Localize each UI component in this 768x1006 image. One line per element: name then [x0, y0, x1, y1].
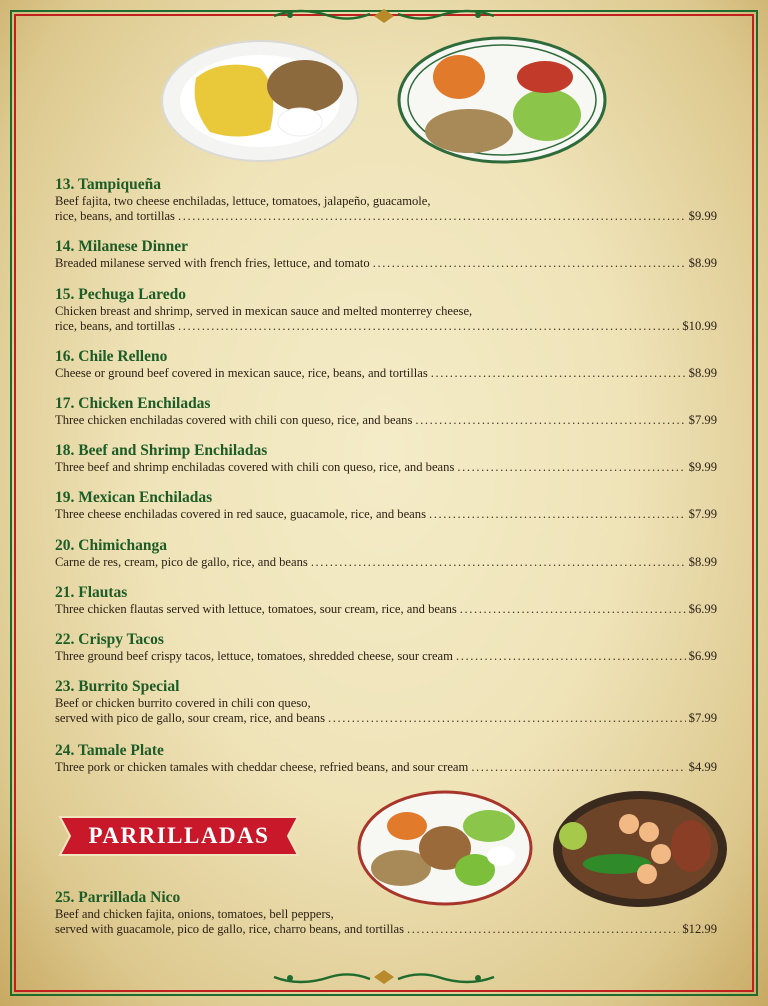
menu-item-14 [55, 238, 717, 271]
menu-item-17 [55, 395, 717, 428]
item-description-last-line [55, 366, 717, 381]
item-description: Three chicken enchiladas covered with chili con queso, rice, and beans [55, 413, 413, 427]
item-description-last-line [55, 760, 717, 775]
item-description-last-line [55, 922, 717, 937]
leader-dots [457, 460, 685, 475]
item-description-last-line [55, 413, 717, 428]
menu-item-23 [55, 678, 717, 726]
item-description-last-line [55, 256, 717, 271]
plate-enchiladas-image [160, 38, 360, 164]
leader-dots [311, 555, 686, 570]
item-title: 21. Flautas [55, 584, 128, 601]
bottom-ornament [270, 967, 498, 987]
item-description: Cheese or ground beef covered in mexican sauce, rice, beans, and tortillas [55, 366, 428, 380]
item-description: served with guacamole, pico de gallo, rice, charro beans, and tortillas [55, 922, 404, 936]
leader-dots [328, 711, 686, 726]
item-price: $12.99 [682, 922, 717, 936]
item-title: 19. Mexican Enchiladas [55, 489, 213, 506]
menu-item-16 [55, 348, 717, 381]
item-price: $8.99 [688, 555, 717, 569]
item-title: 17. Chicken Enchiladas [55, 395, 211, 412]
item-description-line: Chicken breast and shrimp, served in mexican sauce and melted monterrey cheese, [55, 304, 473, 318]
item-title: 13. Tampiqueña [55, 176, 161, 193]
item-price: $7.99 [688, 413, 717, 427]
item-description: Three cheese enchiladas covered in red sauce, guacamole, rice, and beans [55, 507, 426, 521]
menu-item-21 [55, 584, 717, 617]
item-price: $8.99 [688, 256, 717, 270]
section-banner-label: PARRILLADAS [88, 823, 270, 848]
menu-item-19 [55, 489, 717, 522]
top-ornament [270, 6, 498, 26]
item-price: $10.99 [682, 319, 717, 333]
menu-item-15 [55, 286, 717, 334]
skillet-fajita-image [551, 788, 729, 910]
leader-dots [415, 413, 685, 428]
item-description-last-line [55, 209, 717, 224]
item-description-line: Beef fajita, two cheese enchiladas, lettuce, tomatoes, jalapeño, guacamole, [55, 194, 431, 208]
item-description: Three chicken flautas served with lettuce, tomatoes, sour cream, rice, and beans [55, 602, 457, 616]
leader-dots [431, 366, 686, 381]
item-title: 24. Tamale Plate [55, 742, 164, 759]
item-price: $9.99 [688, 209, 717, 223]
item-title: 15. Pechuga Laredo [55, 286, 187, 303]
item-title: 14. Milanese Dinner [55, 238, 189, 255]
item-description-line: Beef and chicken fajita, onions, tomatoes, bell peppers, [55, 907, 334, 921]
menu-item-13 [55, 176, 717, 224]
item-title: 25. Parrillada Nico [55, 889, 181, 906]
item-price: $9.99 [688, 460, 717, 474]
menu-item-18 [55, 442, 717, 475]
item-price: $7.99 [688, 711, 717, 725]
section-banner [58, 813, 300, 859]
item-price: $7.99 [688, 507, 717, 521]
leader-dots [456, 649, 686, 664]
item-title: 18. Beef and Shrimp Enchiladas [55, 442, 268, 459]
item-price: $6.99 [688, 602, 717, 616]
menu-item-22 [55, 631, 717, 664]
item-description: Three pork or chicken tamales with cheddar cheese, refried beans, and sour cream [55, 760, 469, 774]
item-description-last-line [55, 507, 717, 522]
leader-dots [373, 256, 686, 271]
plate-tampiquena-image [397, 35, 607, 165]
menu-item-20 [55, 537, 717, 570]
item-description-line: Beef or chicken burrito covered in chili con queso, [55, 696, 311, 710]
item-description-last-line [55, 602, 717, 617]
menu-item-24 [55, 742, 717, 775]
item-description-last-line [55, 555, 717, 570]
item-title: 20. Chimichanga [55, 537, 167, 554]
leader-dots [178, 209, 686, 224]
leader-dots [460, 602, 686, 617]
leader-dots [407, 922, 679, 937]
leader-dots [429, 507, 686, 522]
item-description: served with pico de gallo, sour cream, rice, and beans [55, 711, 325, 725]
item-description: Breaded milanese served with french fries, lettuce, and tomato [55, 256, 370, 270]
item-title: 23. Burrito Special [55, 678, 180, 695]
leader-dots [178, 319, 679, 334]
item-price: $8.99 [688, 366, 717, 380]
item-price: $6.99 [688, 649, 717, 663]
item-description-last-line [55, 460, 717, 475]
item-description: Three ground beef crispy tacos, lettuce, tomatoes, shredded cheese, sour cream [55, 649, 453, 663]
item-price: $4.99 [688, 760, 717, 774]
item-description-last-line [55, 711, 717, 726]
item-title: 22. Crispy Tacos [55, 631, 164, 648]
item-description: rice, beans, and tortillas [55, 209, 175, 223]
plate-parrillada-image [357, 790, 533, 906]
item-description-last-line [55, 319, 717, 334]
leader-dots [471, 760, 685, 775]
item-description: rice, beans, and tortillas [55, 319, 175, 333]
item-description-last-line [55, 649, 717, 664]
item-title: 16. Chile Relleno [55, 348, 168, 365]
item-description: Carne de res, cream, pico de gallo, rice, and beans [55, 555, 308, 569]
item-description: Three beef and shrimp enchiladas covered with chili con queso, rice, and beans [55, 460, 455, 474]
